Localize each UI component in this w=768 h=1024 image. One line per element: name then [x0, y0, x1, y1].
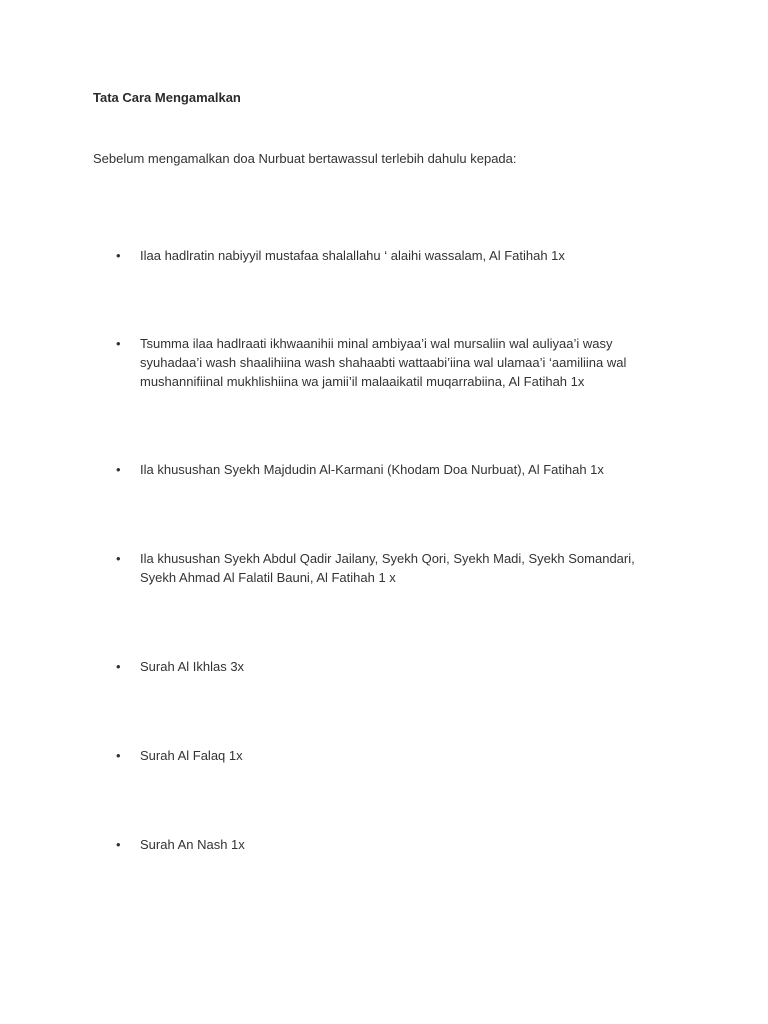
list-item-text: Surah Al Falaq 1x — [140, 748, 243, 763]
bullet-icon: • — [116, 837, 121, 852]
bullet-icon: • — [116, 248, 121, 263]
list-item-text: Tsumma ilaa hadlraati ikhwaanihii minal ambiyaa’i wal mursaliin wal auliyaa’i wasy syuhadaa’i wash shaalihiina wash shahaabti wattaabi’iina wal ulamaa’i ‘aamiliina wal mushannifiinal mukhlishiina wa jamii’il malaaikatil muqarrabiina, Al Fatihah 1x — [140, 336, 627, 389]
list-item-text: Surah An Nash 1x — [140, 837, 245, 852]
list-item-text: Ila khusushan Syekh Abdul Qadir Jailany, Syekh Qori, Syekh Madi, Syekh Somandari, Syekh Ahmad Al Falatil Bauni, Al Fatihah 1 x — [140, 551, 635, 585]
bullet-icon: • — [116, 551, 121, 566]
bullet-icon: • — [116, 462, 121, 477]
list-item-text: Ilaa hadlratin nabiyyil mustafaa shalallahu ‘ alaihi wassalam, Al Fatihah 1x — [140, 248, 565, 263]
list-item-text: Surah Al Ikhlas 3x — [140, 659, 245, 674]
bullet-icon: • — [116, 748, 121, 763]
intro-paragraph: Sebelum mengamalkan doa Nurbuat bertawassul terlebih dahulu kepada: — [93, 151, 517, 166]
bullet-icon: • — [116, 336, 121, 351]
document-title: Tata Cara Mengamalkan — [93, 90, 241, 105]
list-item-text: Ila khusushan Syekh Majdudin Al-Karmani (Khodam Doa Nurbuat), Al Fatihah 1x — [140, 462, 604, 477]
bullet-icon: • — [116, 659, 121, 674]
